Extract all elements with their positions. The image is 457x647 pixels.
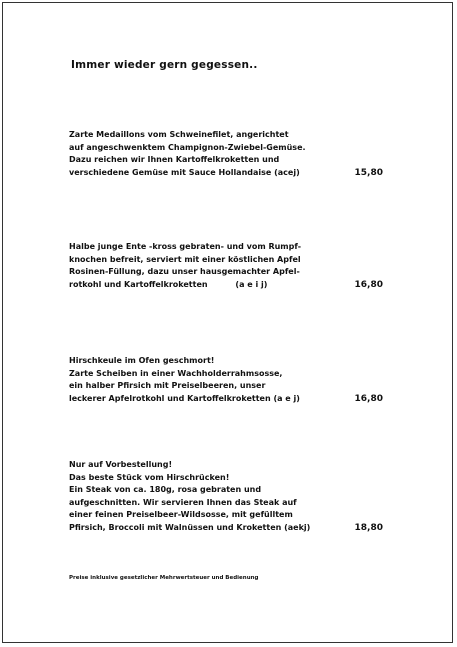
menu-item-line: Hirschkeule im Ofen geschmort! [69, 356, 215, 365]
menu-item-schweinefilet [69, 129, 383, 179]
menu-item-line: Ein Steak von ca. 180g, rosa gebraten und [69, 485, 262, 495]
menu-page [2, 2, 453, 643]
menu-item-line: auf angeschwenktem Champignon-Zwiebel-Gemüse. [69, 142, 306, 152]
item-price: 16,80 [354, 279, 383, 290]
menu-item-line: Halbe junge Ente -kross gebraten- und vom Rumpf- [69, 242, 302, 251]
menu-item-hirschruecken [69, 459, 383, 535]
menu-item-line: einer feinen Preiselbeer-Wildsosse, mit gefülltem [69, 510, 293, 520]
menu-item-line-last [69, 167, 383, 180]
footer-note: Preise inklusive gesetzlicher Mehrwertsteuer und Bedienung [69, 575, 259, 581]
menu-item-line: knochen befreit, serviert mit einer köstlichen Apfel [69, 254, 301, 264]
menu-item-line: leckerer Apfelrotkohl und Kartoffelkroketten (a e j) [69, 393, 300, 403]
menu-item-line: Rosinen-Füllung, dazu unser hausgemachter Apfel- [69, 267, 300, 277]
menu-item-line: Das beste Stück vom Hirschrücken! [69, 472, 230, 482]
menu-item-line: aufgeschnitten. Wir servieren Ihnen das Steak auf [69, 497, 297, 507]
menu-item-line: verschiedene Gemüse mit Sauce Hollandaise (acej) [69, 167, 300, 177]
menu-item-line-last [69, 393, 383, 406]
menu-item-line: Nur auf Vorbestellung! [69, 460, 173, 469]
menu-item-line: Zarte Scheiben in einer Wachholderrahmsosse, [69, 368, 283, 378]
menu-item-line-last [69, 279, 383, 292]
menu-item-hirschkeule [69, 355, 383, 405]
menu-item-line: Dazu reichen wir Ihnen Kartoffelkroketten und [69, 155, 280, 165]
menu-item-line: Zarte Medaillons vom Schweinefilet, angerichtet [69, 130, 289, 139]
menu-title: Immer wieder gern gegessen.. [71, 59, 258, 71]
menu-item-ente [69, 241, 383, 291]
menu-item-line: ein halber Pfirsich mit Preiselbeeren, unser [69, 381, 266, 391]
menu-item-line: Pfirsich, Broccoli mit Walnüssen und Kroketten (aekj) [69, 522, 311, 532]
menu-item-line-last [69, 522, 383, 535]
item-price: 18,80 [354, 522, 383, 533]
menu-item-line: rotkohl und Kartoffelkroketten (a e i j) [69, 279, 268, 289]
item-price: 16,80 [354, 393, 383, 404]
item-price: 15,80 [354, 167, 383, 178]
